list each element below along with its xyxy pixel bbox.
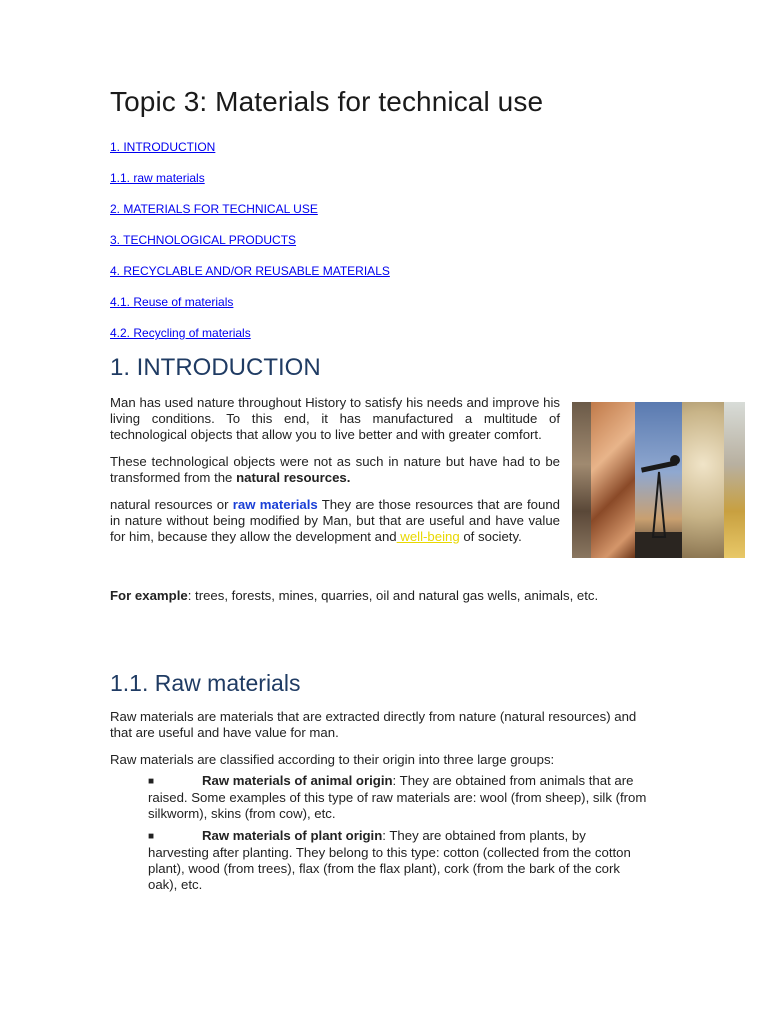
example-line (110, 588, 646, 604)
example-label: For example (110, 588, 188, 603)
toc-link-introduction[interactable]: 1. INTRODUCTION (110, 140, 216, 154)
intro-p3-text-c: They are those resources that are found in nature without being modified by Man, but that are useful and have value for him, because they allow the development and (110, 497, 560, 544)
section-heading-introduction: 1. INTRODUCTION (110, 354, 321, 381)
bullet-text-plant: : They are obtained from plants, by harvesting after planting. They belong to this type: cotton (collected from the cotton plant), wood (from trees), flax (from the flax plant), cork (from the bark of the cork oak), etc. (148, 828, 631, 892)
toc-link-raw-materials[interactable]: 1.1. raw materials (110, 171, 205, 185)
bullet-icon: ■ (148, 776, 155, 787)
bullet-label-animal: Raw materials of animal origin (202, 773, 393, 788)
section-heading-raw-materials: 1.1. Raw materials (110, 670, 301, 696)
raw-materials-image (572, 402, 745, 558)
intro-paragraph-2 (110, 454, 560, 486)
example-text: : trees, forests, mines, quarries, oil and natural gas wells, animals, etc. (187, 588, 599, 603)
well-being-link[interactable]: well-being (396, 529, 460, 544)
natural-resources-bold: natural resources. (236, 470, 351, 485)
intro-p3-text-e: of society. (459, 529, 522, 544)
list-item (148, 828, 648, 893)
intro-paragraph-1: Man has used nature throughout History to satisfy his needs and improve his living conditions. To this end, it has manufactured a multitude of technological objects that allow you to live better and with greater comfort. (110, 395, 560, 442)
raw-materials-section (110, 709, 650, 779)
intro-paragraph-3 (110, 497, 560, 545)
bullet-text-animal: : They are obtained from animals that are raised. Some examples of this type of raw materials are: wool (from sheep), silk (from silkworm), skins (from cow), etc. (148, 773, 647, 821)
bullet-label-plant: Raw materials of plant origin (202, 828, 383, 843)
page-title: Topic 3: Materials for technical use (110, 86, 544, 117)
list-item (148, 773, 648, 822)
table-of-contents (110, 139, 390, 356)
raw-paragraph-1: Raw materials are materials that are extracted directly from nature (natural resources) and that are useful and have value for man. (110, 709, 637, 740)
raw-materials-list (148, 773, 648, 899)
intro-p3-text-a: natural resources or (110, 497, 233, 512)
toc-link-recycling[interactable]: 4.2. Recycling of materials (110, 326, 251, 340)
intro-p2-text: These technological objects were not as such in nature but have had to be transformed from the (110, 454, 560, 485)
oil-pump-icon (635, 402, 682, 558)
toc-link-materials-technical-use[interactable]: 2. MATERIALS FOR TECHNICAL USE (110, 202, 318, 216)
raw-materials-highlight: raw materials (232, 497, 318, 512)
intro-section (110, 395, 560, 556)
toc-link-technological-products[interactable]: 3. TECHNOLOGICAL PRODUCTS (110, 233, 297, 247)
toc-link-reuse[interactable]: 4.1. Reuse of materials (110, 295, 234, 309)
bullet-icon: ■ (148, 831, 155, 842)
toc-link-recyclable-materials[interactable]: 4. RECYCLABLE AND/OR REUSABLE MATERIALS (110, 264, 390, 278)
raw-paragraph-2: Raw materials are classified according to their origin into three large groups: (110, 752, 555, 767)
